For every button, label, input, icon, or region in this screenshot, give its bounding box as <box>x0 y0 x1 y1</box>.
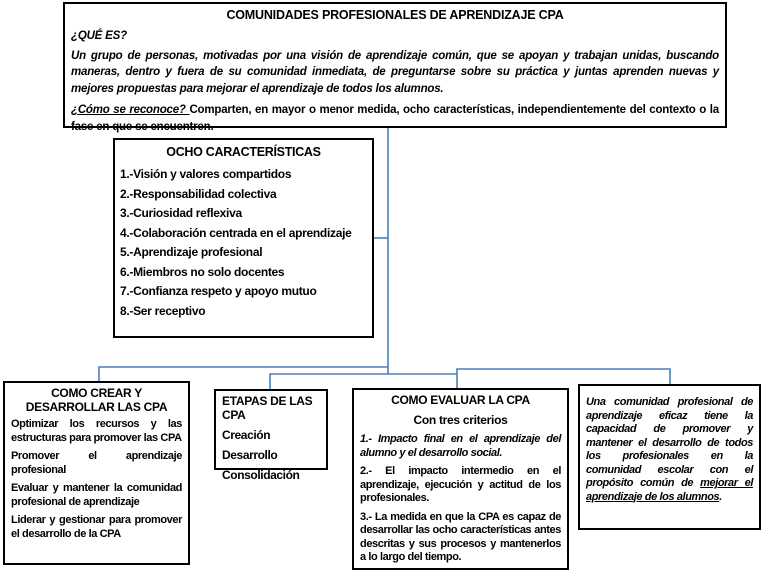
crear-item: Evaluar y mantener la comunidad profesional de aprendizaje <box>11 482 182 508</box>
como-evaluar-box <box>352 388 569 570</box>
caracteristica-item: 4.-Colaboración centrada en el aprendizaje <box>120 225 352 240</box>
caracteristica-item: 6.-Miembros no solo docentes <box>120 264 285 279</box>
como-se-reconoce-text: Comparten, en mayor o menor medida, ocho características, independientemente del contexto o la fase en que se encuentren. <box>71 104 720 133</box>
que-es-heading: ¿QUÉ ES? <box>71 30 127 42</box>
caracteristica-item: 5.-Aprendizaje profesional <box>120 245 263 259</box>
cpa-eficaz-underlined-text: mejorar el aprendizaje de los alumnos <box>586 477 753 503</box>
cpa-overview-box <box>63 2 727 133</box>
criterio-item: 1.- Impacto final en el aprendizaje del alumno y el desarrollo social. <box>360 433 561 459</box>
cpa-eficaz-period: . <box>719 490 722 503</box>
como-crear-title: COMO CREAR Y DESARROLLAR LAS CPA <box>25 386 168 414</box>
connector-crear-branch <box>99 367 388 381</box>
como-crear-box <box>3 381 190 565</box>
etapas-box <box>214 389 328 482</box>
como-evaluar-title: COMO EVALUAR LA CPA <box>391 393 530 407</box>
etapas-title: ETAPAS DE LAS CPA <box>222 394 313 422</box>
cpa-eficaz-text: Una comunidad profesional de aprendizaje eficaz tiene la capacidad de promover y mantener el desarrollo de todos los profesionales en la comunidad escolar con el propósito común de <box>586 396 753 489</box>
etapa-item: Desarrollo <box>222 448 278 462</box>
que-es-text: Un grupo de personas, motivadas por una visión de aprendizaje común, que se apoyan y trabajan unidas, buscando maneras, dentro y fuera de su comunidad inmediata, de preguntarse sobre su práctica y juntas aprenden nuevas y mejores propuestas para mejorar el aprendizaje de todos los alumnos. <box>71 49 719 95</box>
caracteristica-item: 8.-Ser receptivo <box>120 303 206 318</box>
crear-item: Liderar y gestionar para promover el desarrollo de la CPA <box>11 514 182 540</box>
caracteristica-item: 1.-Visión y valores compartidos <box>120 167 292 181</box>
ocho-caracteristicas-title: OCHO CARACTERÍSTICAS <box>166 145 321 159</box>
crear-item: Promover el aprendizaje profesional <box>11 450 182 476</box>
cpa-title: COMUNIDADES PROFESIONALES DE APRENDIZAJE CPA <box>226 8 564 22</box>
como-se-reconoce-paragraph <box>71 102 719 135</box>
criterio-item: 2.- El impacto intermedio en el aprendizaje, ejecución y actitud de los profesionales. <box>360 465 561 504</box>
etapa-item: Consolidación <box>222 468 300 482</box>
como-evaluar-subtitle: Con tres criterios <box>413 413 508 427</box>
caracteristica-item: 3.-Curiosidad reflexiva <box>120 206 242 220</box>
cpa-eficaz-paragraph <box>586 396 753 504</box>
connector-etapas-branch <box>270 374 457 389</box>
como-se-reconoce-heading: ¿Cómo se reconoce? <box>71 104 190 116</box>
etapa-item: Creación <box>222 428 271 442</box>
crear-item: Optimizar los recursos y las estructuras para promover las CPA <box>11 418 182 444</box>
cpa-eficaz-box <box>578 384 761 530</box>
criterio-item: 3.- La medida en que la CPA es capaz de desarrollar las ocho características antes descritas y sus procesos y mantenerlos a lo largo del tiempo. <box>360 510 561 563</box>
ocho-caracteristicas-box <box>113 138 374 338</box>
caracteristica-item: 7.-Confianza respeto y apoyo mutuo <box>120 284 317 298</box>
caracteristica-item: 2.-Responsabilidad colectiva <box>120 186 277 201</box>
